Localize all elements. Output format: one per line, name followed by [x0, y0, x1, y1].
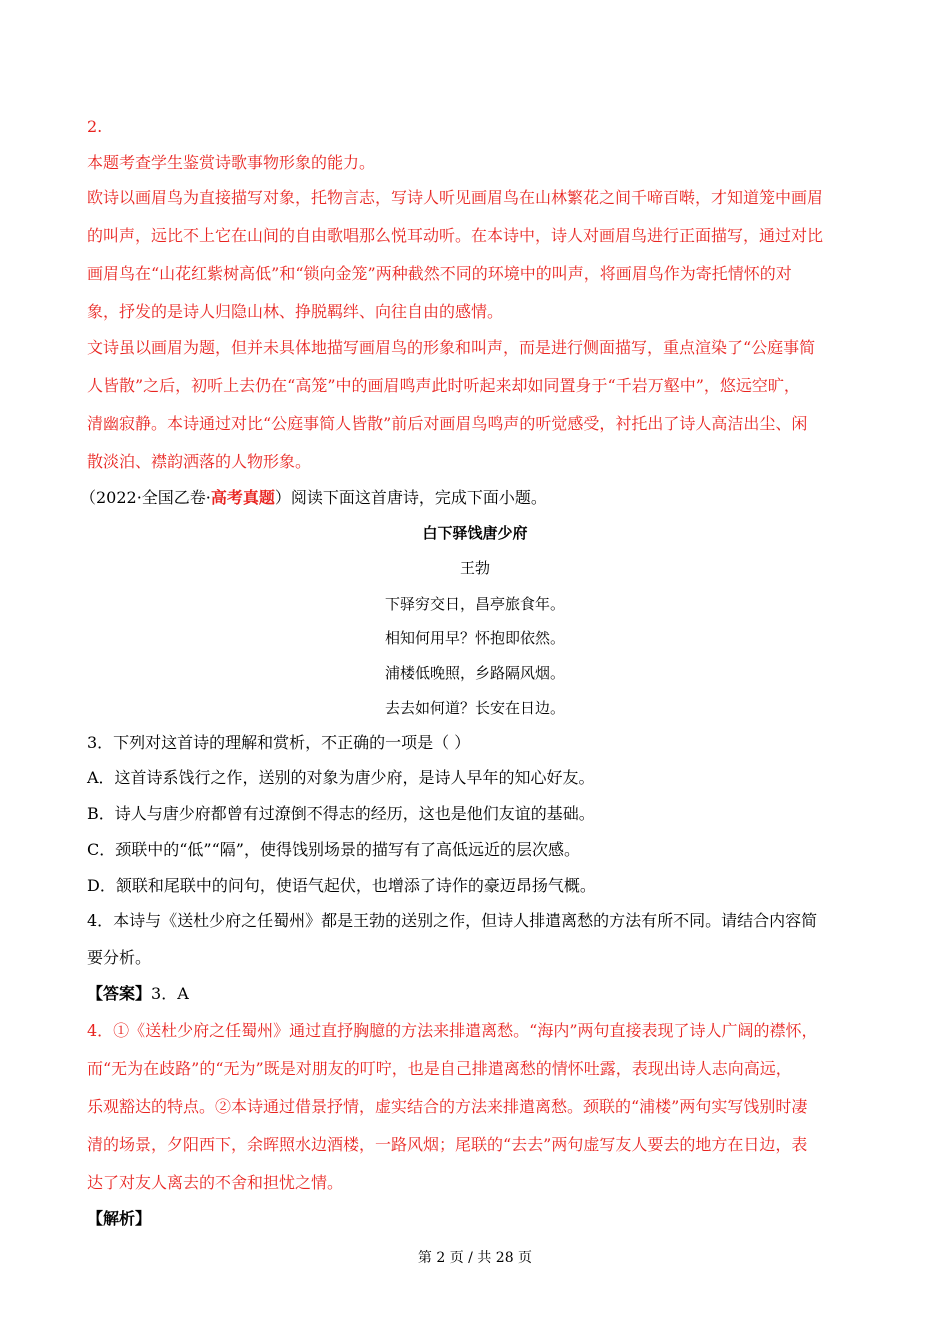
answer-line: 4．①《送杜少府之任蜀州》通过直抒胸臆的方法来排遣离愁。“海内”两句直接表现了诗人广阔的襟怀， — [87, 1021, 818, 1040]
option-b: B．诗人与唐少府都曾有过潦倒不得志的经历，这也是他们友谊的基础。 — [87, 804, 595, 823]
question4-stem-line: 要分析。 — [87, 948, 152, 967]
wen-poem-line: 散淡泊、襟韵洒落的人物形象。 — [87, 452, 312, 471]
ou-poem-line: 的叫声，远比不上它在山间的自由歌唱那么悦耳动听。在本诗中，诗人对画眉鸟进行正面描写，通过对比 — [87, 226, 824, 245]
answer-q3: 3．A — [151, 984, 189, 1003]
poem-title: 白下驿饯唐少府 — [422, 524, 528, 542]
wen-poem-line: 清幽寂静。本诗通过对比“公庭事简人皆散”前后对画眉鸟鸣声的听觉感受，衬托出了诗人高洁出尘、闲 — [87, 414, 808, 433]
section-number: 2. — [87, 117, 103, 136]
poem-line: 相知何用早？怀抱即依然。 — [384, 629, 565, 647]
question3-stem: 3．下列对这首诗的理解和赏析，不正确的一项是（ ） — [87, 733, 471, 752]
ou-poem-line: 欧诗以画眉鸟为直接描写对象，托物言志，写诗人听见画眉鸟在山林繁花之间千啼百啭，才知道笼中画眉 — [87, 188, 824, 207]
wen-poem-line: 文诗虽以画眉为题，但并未具体地描写画眉鸟的形象和叫声，而是进行侧面描写，重点渲染了“公庭事简 — [87, 338, 816, 357]
exam-tag: 高考真题 — [210, 488, 275, 507]
ou-poem-line: 画眉鸟在“山花红紫树高低”和“锁向金笼”两种截然不同的环境中的叫声，将画眉鸟作为寄托情怀的对 — [87, 264, 792, 283]
answer-line: 达了对友人离去的不舍和担忧之情。 — [87, 1173, 344, 1192]
answer-line: 清的场景，夕阳西下，余晖照水边酒楼，一路风烟；尾联的“去去”两句虚写友人要去的地方在日边，表 — [87, 1135, 808, 1154]
section-intro: 本题考查学生鉴赏诗歌事物形象的能力。 — [87, 153, 376, 172]
answer-row — [87, 983, 862, 1005]
page-footer: 第 2 页 / 共 28 页 — [417, 1250, 533, 1266]
answer-line: 而“无为在歧路”的“无为”既是对朋友的叮咛，也是自己排遣离愁的情怀吐露，表现出诗人志向高远， — [87, 1059, 792, 1078]
poem-line: 下驿穷交日，昌亭旅食年。 — [384, 595, 565, 613]
answer-label: 【答案】 — [87, 984, 152, 1003]
ou-poem-line: 象，抒发的是诗人归隐山林、挣脱羁绊、向往自由的感情。 — [87, 302, 504, 321]
analysis-label: 【解析】 — [87, 1209, 152, 1228]
poem-line: 浦楼低晚照，乡路隔风烟。 — [384, 664, 565, 682]
question4-stem-line: 4．本诗与《送杜少府之任蜀州》都是王勃的送别之作，但诗人排遣离愁的方法有所不同。请结合内容简 — [87, 911, 818, 930]
poem-line: 去去如何道？长安在日边。 — [384, 699, 565, 717]
option-c: C．颈联中的“低”“隔”，使得饯别场景的描写有了高低远近的层次感。 — [87, 840, 580, 859]
answer-line: 乐观豁达的特点。②本诗通过借景抒情，虚实结合的方法来排遣离愁。颈联的“浦楼”两句实写饯别时凄 — [87, 1097, 808, 1116]
option-a: A．这首诗系饯行之作，送别的对象为唐少府，是诗人早年的知心好友。 — [87, 768, 595, 787]
option-d: D．颔联和尾联中的问句，使语气起伏，也增添了诗作的豪迈昂扬气概。 — [87, 876, 596, 895]
question-intro: （2022·全国乙卷·高考真题）阅读下面这首唐诗，完成下面小题。 — [80, 488, 547, 507]
poem-author: 王勃 — [459, 559, 490, 577]
wen-poem-line: 人皆散”之后，初听上去仍在“高笼”中的画眉鸣声此时听起来却如同置身于“千岩万壑中”，悠远空旷， — [87, 376, 800, 395]
